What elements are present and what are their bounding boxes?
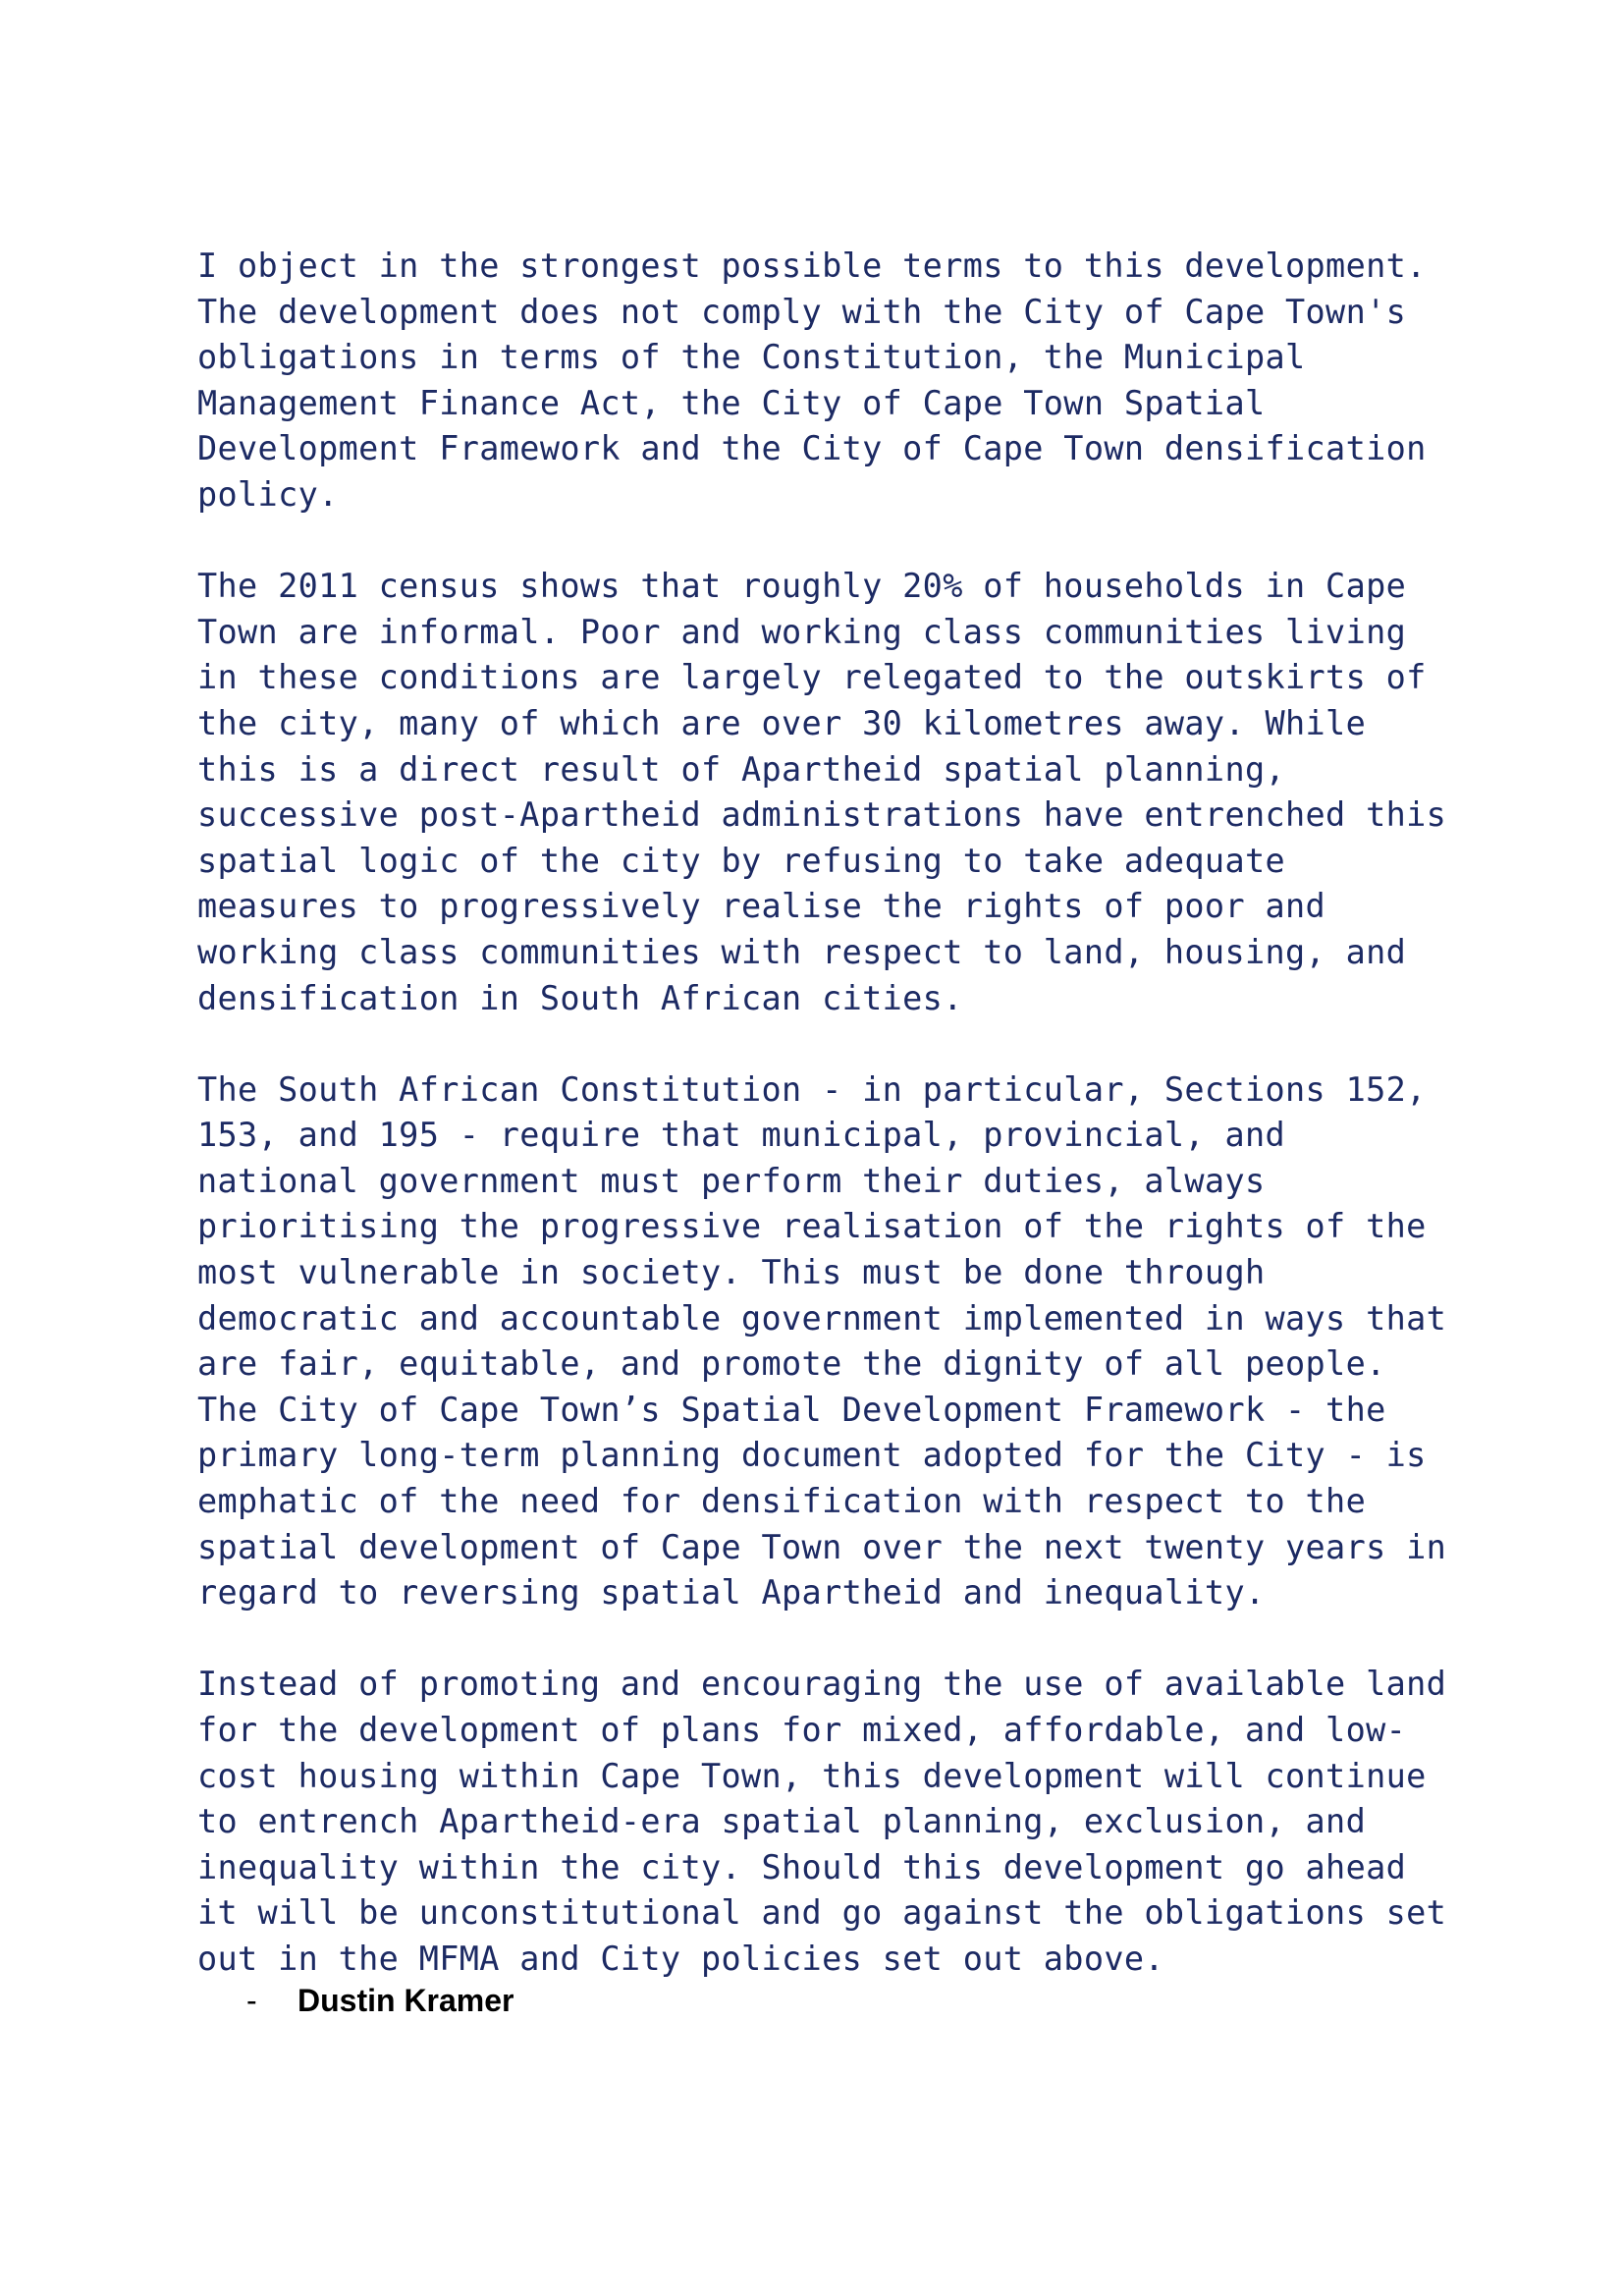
text-line: the city, many of which are over 30 kilometres away. While [197,703,1367,742]
text-line: in these conditions are largely relegated to the outskirts of [197,658,1427,697]
text-line: policy. [197,474,339,514]
paragraph-constitution [197,1067,1474,1616]
text-line: out in the MFMA and City policies set out above. [197,1939,1164,1978]
text-line: working class communities with respect to land, housing, and [197,932,1407,971]
text-line: emphatic of the need for densification with respect to the [197,1482,1367,1521]
text-line: are fair, equitable, and promote the dignity of all people. [197,1344,1386,1384]
paragraph-objection [197,244,1474,519]
text-line: cost housing within Cape Town, this development will continue [197,1756,1427,1795]
text-line: The development does not comply with the City of Cape Town's [197,292,1407,331]
text-line: regard to reversing spatial Apartheid and inequality. [197,1573,1266,1613]
text-line: I object in the strongest possible terms to this development. [197,246,1427,285]
text-line: for the development of plans for mixed, affordable, and low- [197,1711,1407,1749]
text-line: Instead of promoting and encouraging the use of available land [197,1665,1447,1704]
text-line: The 2011 census shows that roughly 20% of households in Cape [197,567,1407,606]
text-line: to entrench Apartheid-era spatial planning, exclusion, and [197,1802,1367,1841]
text-line: The City of Cape Town’s Spatial Development Framework - the [197,1390,1386,1429]
text-line: densification in South African cities. [197,978,963,1017]
text-line: successive post-Apartheid administrations have entrenched this [197,795,1447,835]
text-line: Development Framework and the City of Cape Town densification [197,429,1427,468]
text-line: most vulnerable in society. This must be done through [197,1253,1266,1292]
text-line: inequality within the city. Should this development go ahead [197,1847,1407,1886]
paragraph-conclusion [197,1662,1474,1982]
text-line: 153, and 195 - require that municipal, provincial, and [197,1116,1286,1155]
text-line: democratic and accountable government implemented in ways that [197,1298,1447,1338]
text-line: prioritising the progressive realisation of the rights of the [197,1207,1427,1246]
text-line: obligations in terms of the Constitution, the Municipal [197,338,1306,377]
text-line: measures to progressively realise the rights of poor and [197,887,1326,926]
text-line: spatial development of Cape Town over the next twenty years in [197,1527,1447,1566]
text-line: it will be unconstitutional and go against the obligations set [197,1893,1447,1933]
signature-line [246,1981,514,2020]
paragraph-census [197,564,1474,1021]
text-line: primary long-term planning document adopted for the City - is [197,1436,1427,1475]
text-line: national government must perform their duties, always [197,1161,1266,1200]
signature-bullet: - [246,1982,257,2018]
text-line: Management Finance Act, the City of Cape Town Spatial [197,383,1266,422]
text-line: The South African Constitution - in particular, Sections 152, [197,1069,1427,1109]
letter-body [197,244,1474,1983]
text-line: Town are informal. Poor and working class communities living [197,612,1407,651]
signature-name: Dustin Kramer [297,1982,514,2018]
text-line: spatial logic of the city by refusing to take adequate [197,841,1286,880]
text-line: this is a direct result of Apartheid spatial planning, [197,749,1286,789]
